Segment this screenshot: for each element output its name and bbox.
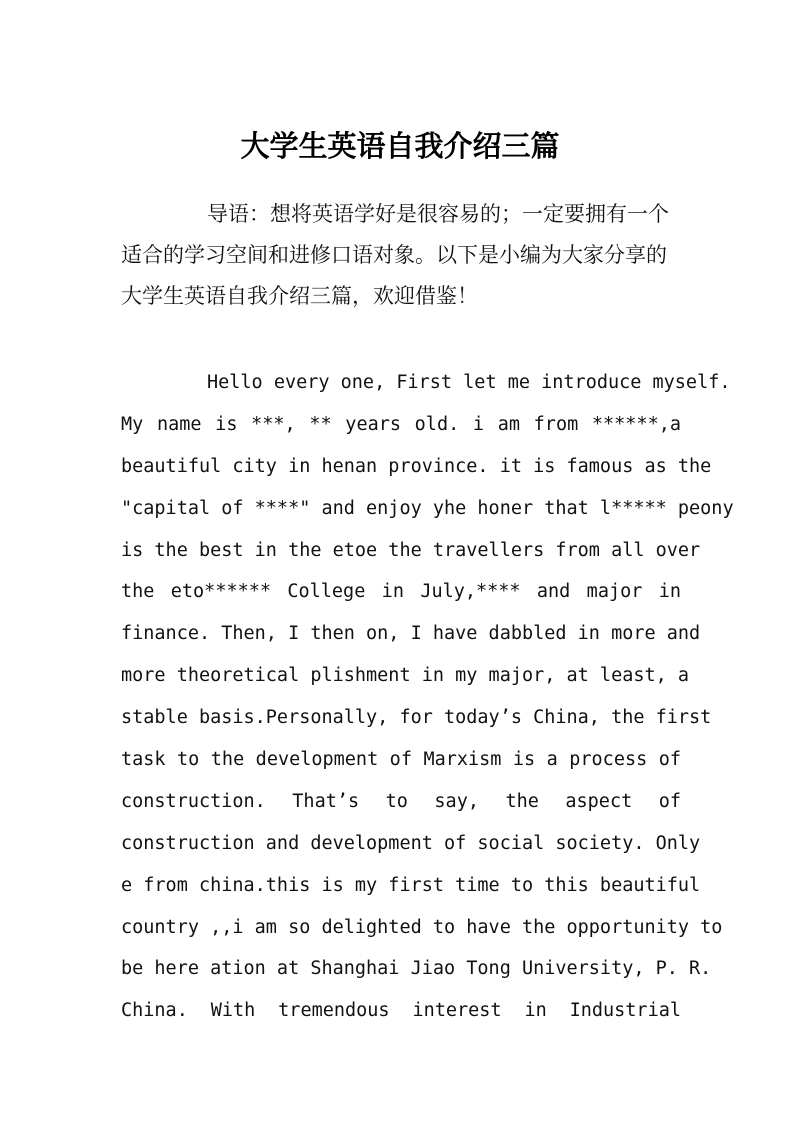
body-line: finance. Then, I then on, I have dabbled in more and [121,623,701,645]
body-line: is the best in the etoe the travellers from all over [121,539,701,561]
intro-line: 大学生英语自我介绍三篇，欢迎借鉴！ [121,284,478,308]
body-line: "capital of ****" and enjoy yhe honer that l***** peony [121,497,734,519]
intro-line: 适合的学习空间和进修口语对象。以下是小编为大家分享的 [121,243,667,267]
intro-paragraph [121,194,681,317]
body-line: China. With tremendous interest in Industrial [121,1000,681,1022]
body-line: My name is ***, ** years old. i am from ******,a [121,413,681,435]
body-line: more theoretical plishment in my major, at least, a [121,665,690,687]
body-line: beautiful city in henan province. it is famous as the [121,455,712,477]
body-line: the eto****** College in July,**** and major in [121,581,681,603]
document-title: 大学生英语自我介绍三篇 [240,129,560,163]
intro-line: 导语：想将英语学好是很容易的；一定要拥有一个 [207,202,669,226]
body-line: stable basis.Personally, for today’s China, the first [121,707,712,729]
body-line: be here ation at Shanghai Jiao Tong University, P. R. [121,958,712,980]
body-line: e from china.this is my first time to this beautiful [121,874,701,896]
body-line: construction. That’s to say, the aspect of [121,790,681,812]
body-line: task to the development of Marxism is a process of [121,749,681,771]
body-line: Hello every one, First let me introduce myself. [207,372,731,393]
body-line: construction and development of social society. Only [121,832,701,854]
body-paragraph [121,362,734,1032]
body-line: country ,,i am so delighted to have the opportunity to [121,916,723,938]
